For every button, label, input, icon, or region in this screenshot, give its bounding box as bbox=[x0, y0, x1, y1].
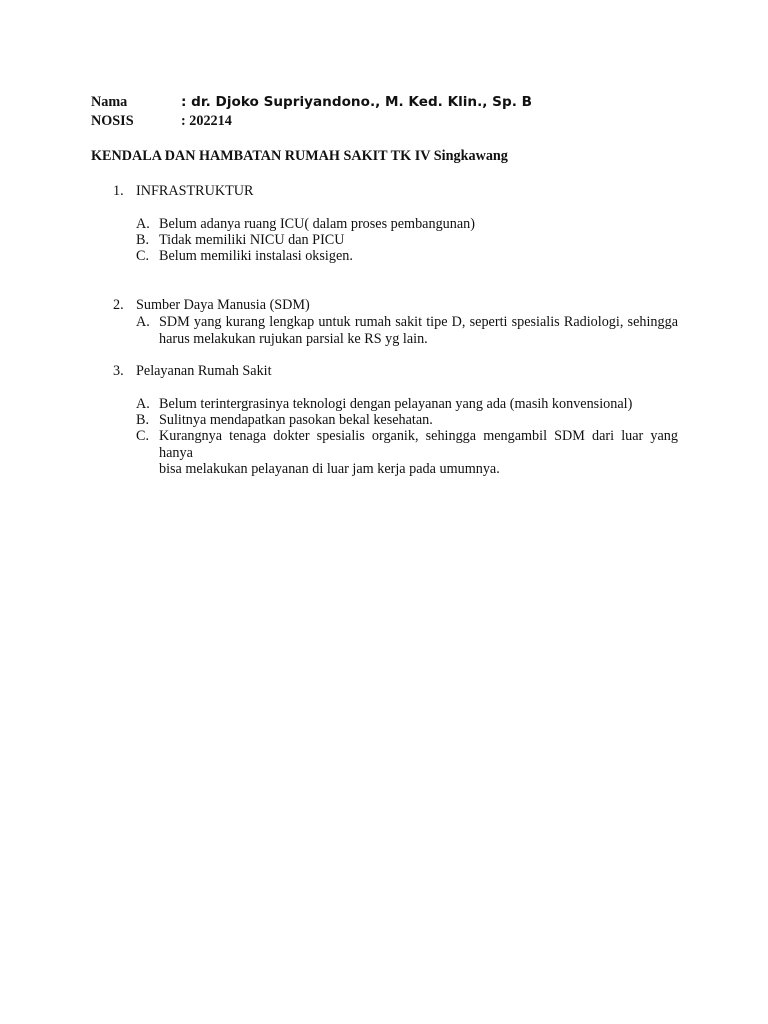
section-3-item-b-text: Sulitnya mendapatkan pasokan bekal kesehatan. bbox=[159, 412, 433, 428]
section-2-item-a-line-2: harus melakukan rujukan parsial ke RS yg lain. bbox=[159, 330, 428, 347]
nosis-label: NOSIS bbox=[91, 113, 134, 129]
name-value: : dr. Djoko Supriyandono., M. Ked. Klin., Sp. B bbox=[181, 94, 532, 110]
document-title: KENDALA DAN HAMBATAN RUMAH SAKIT TK IV Singkawang bbox=[91, 148, 508, 164]
name-label: Nama bbox=[91, 94, 128, 110]
section-3-item-b-marker: B. bbox=[136, 412, 150, 428]
section-1-item-b-marker: B. bbox=[136, 232, 150, 248]
section-1-number: 1. bbox=[113, 183, 124, 199]
section-1-item-c-text: Belum memiliki instalasi oksigen. bbox=[159, 248, 353, 264]
section-1-heading: INFRASTRUKTUR bbox=[136, 183, 254, 199]
section-3-item-c-marker: C. bbox=[136, 428, 150, 444]
section-2-item-a-marker: A. bbox=[136, 314, 150, 330]
section-2-heading: Sumber Daya Manusia (SDM) bbox=[136, 297, 310, 313]
section-3-heading: Pelayanan Rumah Sakit bbox=[136, 363, 272, 379]
section-2-number: 2. bbox=[113, 297, 124, 313]
section-1-item-a-text: Belum adanya ruang ICU( dalam proses pembangunan) bbox=[159, 216, 475, 232]
section-3-item-c-text bbox=[159, 428, 678, 478]
section-3-number: 3. bbox=[113, 363, 124, 379]
section-2-item-a-text bbox=[159, 314, 678, 347]
section-1-item-a-marker: A. bbox=[136, 216, 150, 232]
section-1-item-c-marker: C. bbox=[136, 248, 150, 264]
section-1-item-b-text: Tidak memiliki NICU dan PICU bbox=[159, 232, 345, 248]
nosis-value: : 202214 bbox=[181, 113, 232, 129]
section-3-item-c-line-2: bisa melakukan pelayanan di luar jam kerja pada umumnya. bbox=[159, 461, 500, 477]
section-3-item-a-text: Belum terintergrasinya teknologi dengan pelayanan yang ada (masih konvensional) bbox=[159, 396, 633, 412]
section-3-item-c-line-1: Kurangnya tenaga dokter spesialis organik, sehingga mengambil SDM dari luar yang hanya bbox=[159, 428, 678, 461]
section-3-item-a-marker: A. bbox=[136, 396, 150, 412]
section-2-item-a-line-1: SDM yang kurang lengkap untuk rumah sakit tipe D, seperti spesialis Radiologi, sehingga bbox=[159, 314, 678, 330]
